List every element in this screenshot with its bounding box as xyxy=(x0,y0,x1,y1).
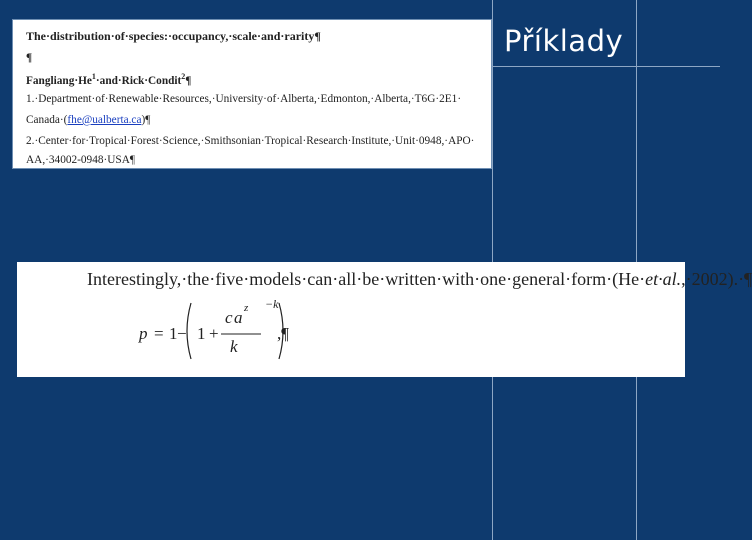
authors-end-mark: ¶ xyxy=(185,74,192,87)
author-2: ·and·Rick·Condit xyxy=(95,74,182,87)
formula-p: p xyxy=(139,324,148,343)
author-1-affiliation-mark: 1 xyxy=(91,72,96,81)
formula-minus: − xyxy=(177,324,187,343)
affiliation-2-line-2: AA,·34002-0948·USA¶ xyxy=(26,154,135,166)
formula-end: ,¶ xyxy=(277,324,289,343)
slide-title: Příklady xyxy=(504,24,624,58)
formula-equals: = xyxy=(154,324,164,343)
affiliation-country: Canada·( xyxy=(26,114,68,126)
author-2-affiliation-mark: 2 xyxy=(181,72,186,81)
formula-one: 1 xyxy=(169,324,178,343)
formula-inner-one: 1 xyxy=(197,324,206,343)
affiliation-1-line-2 xyxy=(26,114,150,126)
paper-title: The·distribution·of·species:·occupancy,·scale·and·rarity¶ xyxy=(26,29,321,43)
affiliation-end: )¶ xyxy=(141,114,151,126)
affiliation-1-line-1: 1.·Department·of·Renewable·Resources,·University·of·Alberta,·Edmonton,·Alberta,·T6G·2E1· xyxy=(26,93,462,105)
formula-plus: + xyxy=(209,324,219,343)
formula-k-denominator: k xyxy=(230,337,238,356)
paper-authors xyxy=(26,72,191,87)
formula-c: c xyxy=(225,308,233,327)
paper-header-image xyxy=(12,19,492,169)
formula-a: a xyxy=(234,308,243,327)
formula-image xyxy=(17,262,752,377)
sentence-italic: et·al. xyxy=(645,269,682,289)
affiliation-2-line-1: 2.·Center·for·Tropical·Forest·Science,·Smithsonian·Tropical·Research·Institute,·Unit·0948,·APO· xyxy=(26,135,475,147)
formula-intro-sentence xyxy=(87,269,752,290)
email-link[interactable]: fhe@ualberta.ca xyxy=(67,114,142,126)
sentence-end: ,·2002).·¶ xyxy=(681,269,752,289)
divider-horizontal xyxy=(492,66,720,67)
formula-z: z xyxy=(244,302,249,314)
author-1: Fangliang·He xyxy=(26,74,92,87)
sentence-text: Interestingly,·the·five·models·can·all·be·written·with·one·general·form·(He· xyxy=(87,269,646,289)
formula-exponent: −k xyxy=(265,297,279,311)
pilcrow-line: ¶ xyxy=(26,52,33,64)
